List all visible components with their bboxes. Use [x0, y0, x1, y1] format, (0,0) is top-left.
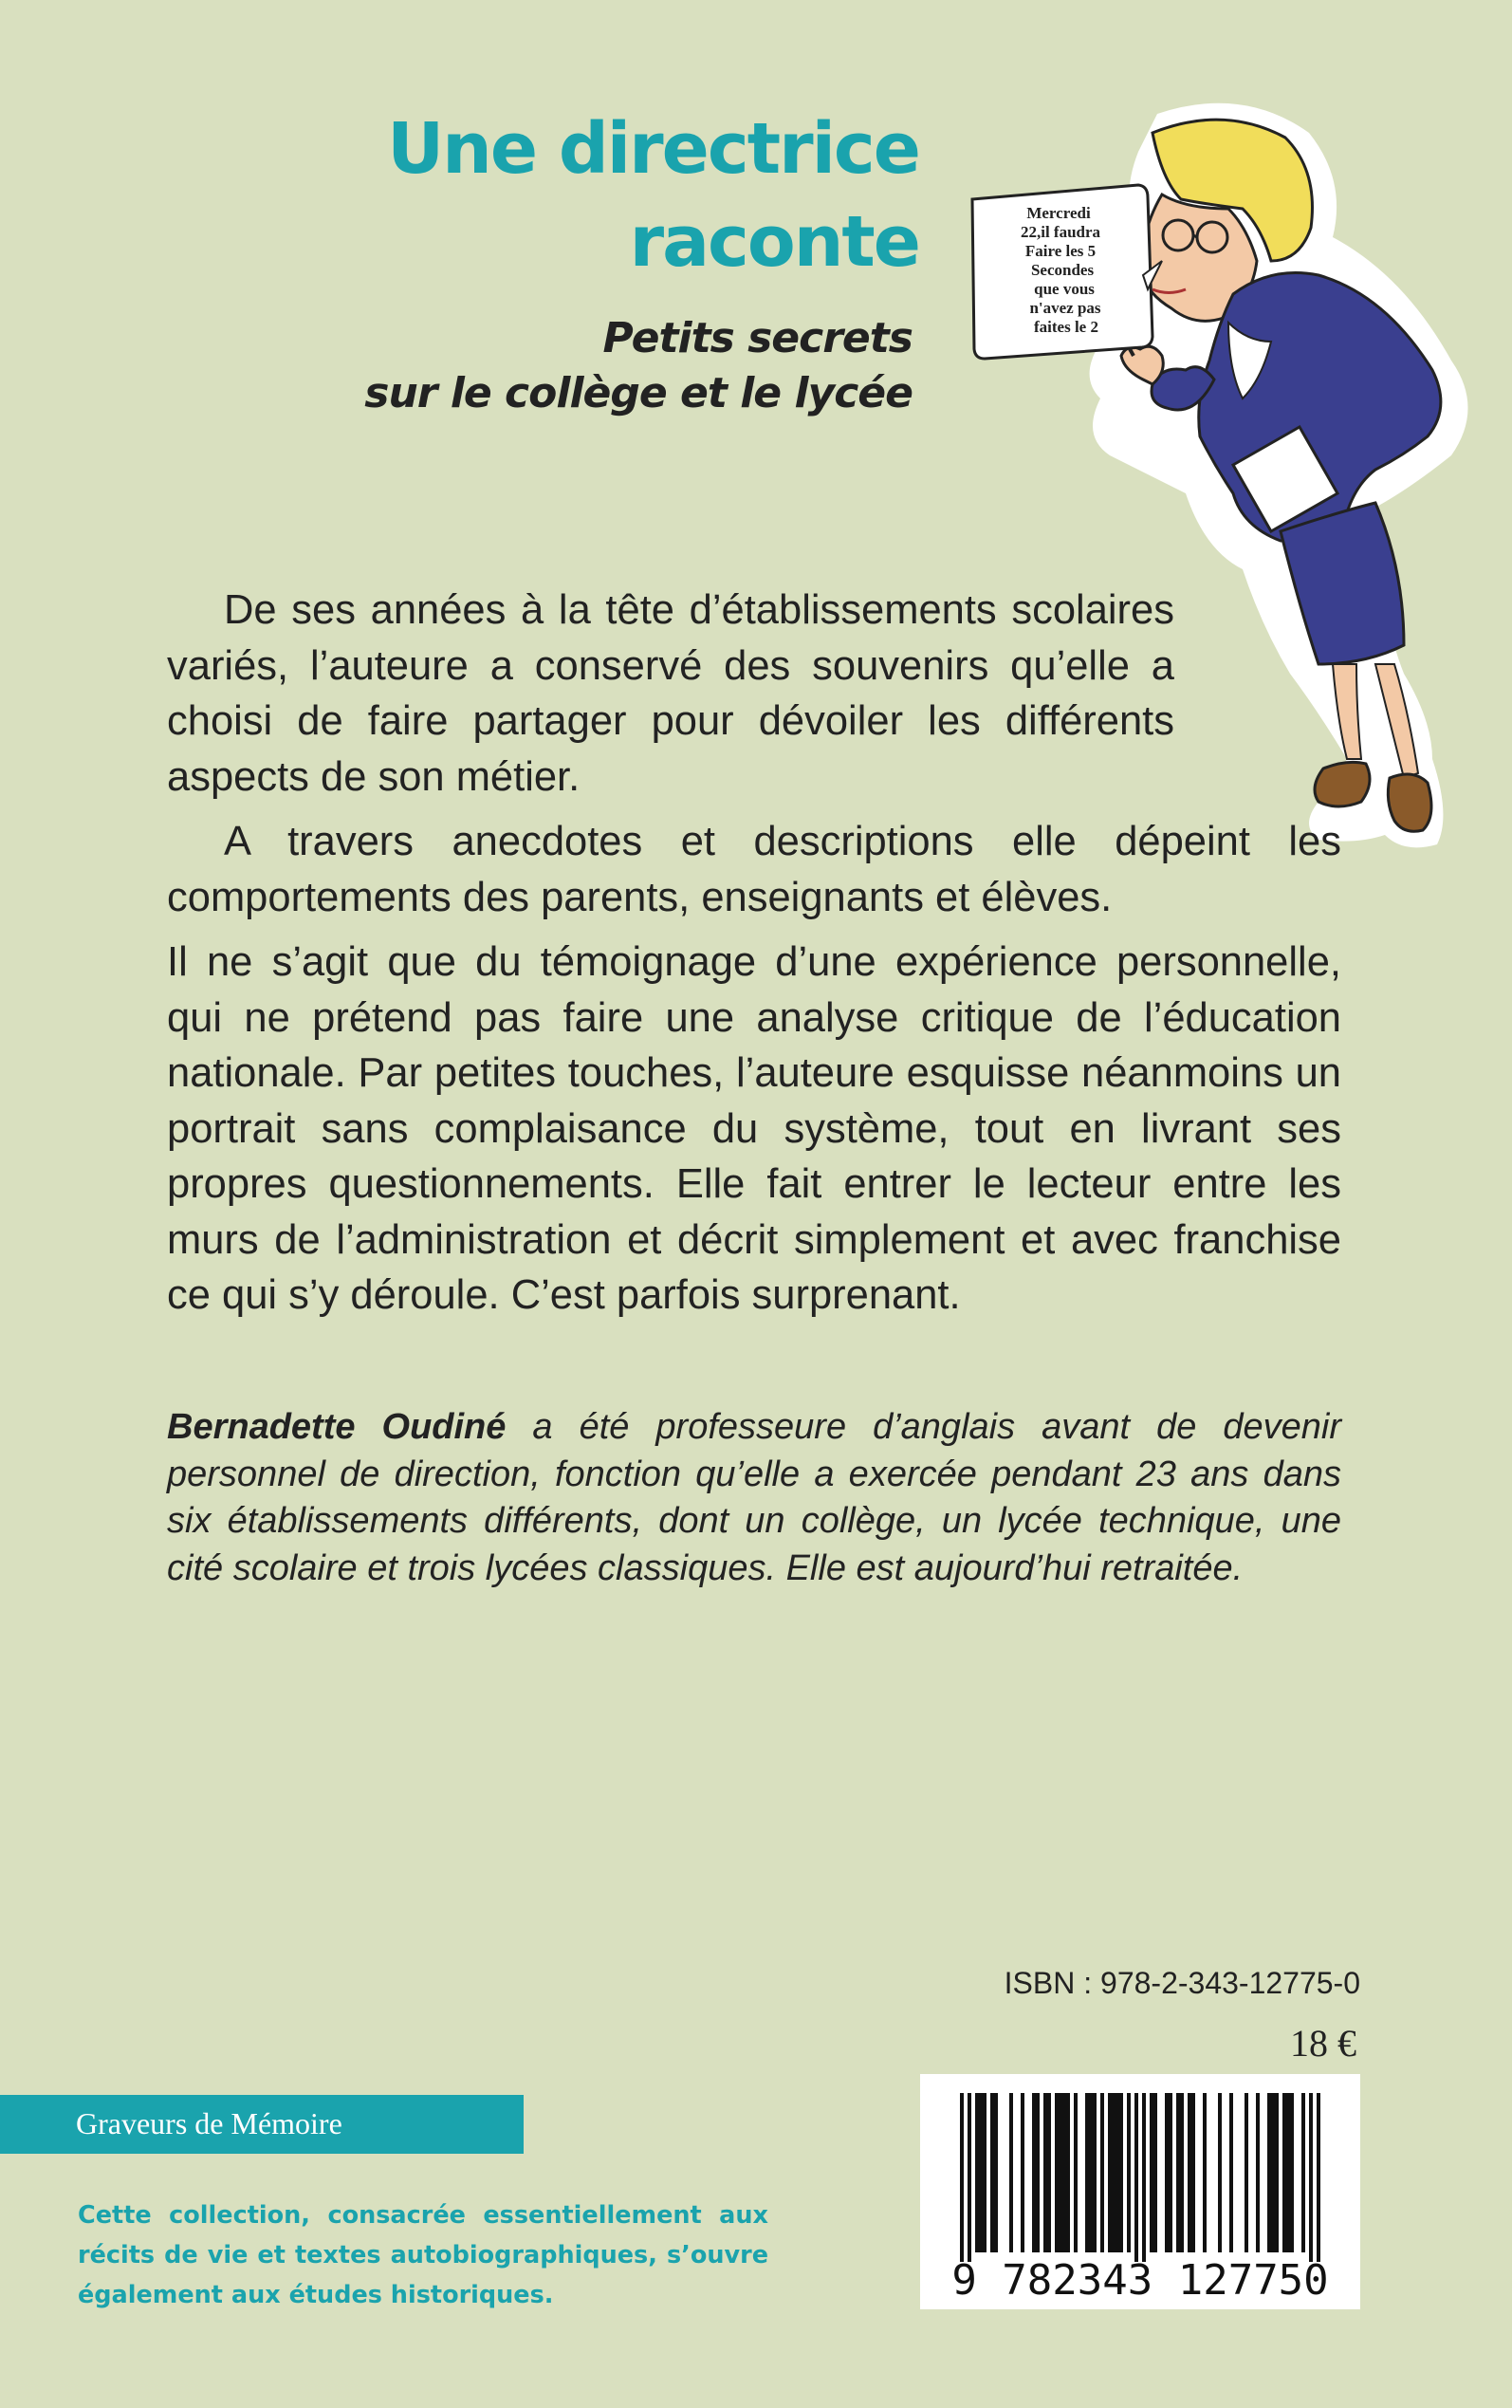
- barcode-bar: [1066, 2093, 1070, 2252]
- barcode-bar: [1150, 2093, 1153, 2252]
- barcode-bar: [1009, 2093, 1013, 2252]
- author-bio-text: a été professeure d’anglais avant de devenir personnel de direction, fonction qu’elle a exercée pendant 23 ans dans six établissements différents, dont un collège, un lycée technique, une cité scolaire et trois lycées classiques. Elle est aujourd’hui retraitée.: [167, 1407, 1341, 1588]
- barcode-bar: [1119, 2093, 1123, 2252]
- isbn: ISBN : 978-2-343-12775-0: [1004, 1966, 1360, 2000]
- book-subtitle: [364, 311, 913, 421]
- barcode-bar: [990, 2093, 994, 2252]
- author-bio: [167, 1404, 1341, 1592]
- barcode-bar: [1036, 2093, 1040, 2252]
- barcode-bar: [1142, 2093, 1146, 2262]
- barcode-bar: [1153, 2093, 1157, 2252]
- speech-line-7: faites le 2: [1034, 318, 1098, 336]
- barcode-bar: [1108, 2093, 1112, 2252]
- barcode-bar: [1134, 2093, 1138, 2262]
- barcode-bar: [1256, 2093, 1260, 2252]
- barcode-bar: [1286, 2093, 1290, 2252]
- barcode-bar: [1127, 2093, 1131, 2252]
- book-title-line1: Une directrice: [387, 108, 919, 190]
- barcode-bar: [983, 2093, 986, 2252]
- barcode-bar: [1055, 2093, 1059, 2252]
- barcode-bar: [1093, 2093, 1097, 2252]
- speech-line-3: Faire les 5: [1024, 242, 1097, 260]
- barcode-bar: [1180, 2093, 1184, 2252]
- barcode-bar: [1021, 2093, 1024, 2252]
- blurb-paragraph-1: De ses années à la tête d’établissements scolaires variés, l’auteure a conservé des souvenirs qu’elle a choisi de faire partager pour dévoiler les différents aspects de son métier.: [167, 587, 1174, 800]
- speech-line-1: Mercredi: [1026, 204, 1091, 222]
- barcode-bar: [1191, 2093, 1195, 2252]
- barcode-bar: [968, 2093, 971, 2262]
- barcode-bar: [1169, 2093, 1172, 2252]
- book-subtitle-line2: sur le collège et le lycée: [364, 369, 913, 417]
- barcode-bar: [1271, 2093, 1275, 2252]
- author-name: Bernadette Oudiné: [167, 1407, 507, 1447]
- barcode-bar: [1074, 2093, 1078, 2252]
- price: 18 €: [1290, 2022, 1356, 2065]
- book-title: [387, 102, 919, 288]
- barcode-bar: [1116, 2093, 1119, 2252]
- speech-bubble-text: [1021, 204, 1101, 336]
- barcode-bar: [1229, 2093, 1233, 2252]
- back-cover-blurb: [167, 583, 1341, 1333]
- barcode-bar: [1089, 2093, 1093, 2252]
- collection-banner: [0, 2095, 524, 2154]
- barcode-bar: [1059, 2093, 1062, 2252]
- book-title-line2: raconte: [629, 201, 919, 283]
- barcode-bar: [994, 2093, 998, 2252]
- barcode-bar: [1176, 2093, 1180, 2252]
- barcode-digits: 9 782343 127750: [951, 2256, 1329, 2305]
- collection-description: Cette collection, consacrée essentiellement aux récits de vie et textes autobiographiques, s’ouvre également aux études historiques.: [78, 2201, 768, 2309]
- barcode-bar: [1317, 2093, 1320, 2262]
- speech-line-6: n'avez pas: [1029, 299, 1101, 317]
- speech-line-4: Secondes: [1030, 261, 1095, 279]
- barcode-bar: [1188, 2093, 1191, 2252]
- barcode-bar: [1165, 2093, 1169, 2252]
- speech-line-5: que vous: [1034, 280, 1095, 298]
- blurb-paragraph-3: Il ne s’agit que du témoignage d’une expérience personnelle, qui ne prétend pas faire une analyse critique de l’éducation nationale. Par petites touches, l’auteure esquisse néanmoins un portrait sans complaisance du système, tout en livrant ses propres questionnements. Elle fait entrer le lecteur entre les murs de l’administration et décrit simplement et avec franchise ce qui s’y déroule. C’est parfois surprenant.: [167, 939, 1341, 1318]
- barcode-bar: [1282, 2093, 1286, 2252]
- barcode-bar: [979, 2093, 983, 2252]
- speech-line-2: 22,il faudra: [1020, 223, 1101, 241]
- barcode-bar: [1112, 2093, 1116, 2252]
- barcode: [920, 2074, 1360, 2309]
- barcode-bar: [1100, 2093, 1104, 2252]
- barcode-bar: [1267, 2093, 1271, 2252]
- barcode-bars: [920, 2074, 1360, 2264]
- barcode-bar: [1301, 2093, 1305, 2252]
- barcode-bar: [960, 2093, 964, 2262]
- barcode-bar: [1062, 2093, 1066, 2252]
- barcode-bar: [1218, 2093, 1222, 2252]
- barcode-bar: [1043, 2093, 1047, 2252]
- collection-name: Graveurs de Mémoire: [76, 2106, 342, 2140]
- barcode-bar: [1245, 2093, 1248, 2252]
- barcode-bar: [1032, 2093, 1036, 2252]
- barcode-bar: [1290, 2093, 1294, 2252]
- barcode-bar: [975, 2093, 979, 2252]
- barcode-bar: [1085, 2093, 1089, 2252]
- barcode-bar: [1047, 2093, 1051, 2252]
- blurb-paragraph-2: A travers anecdotes et descriptions elle dépeint les comportements des parents, enseignants et élèves.: [167, 819, 1341, 920]
- barcode-bar: [1309, 2093, 1313, 2262]
- book-subtitle-line1: Petits secrets: [602, 314, 913, 362]
- barcode-bar: [1275, 2093, 1279, 2252]
- barcode-bar: [1203, 2093, 1207, 2252]
